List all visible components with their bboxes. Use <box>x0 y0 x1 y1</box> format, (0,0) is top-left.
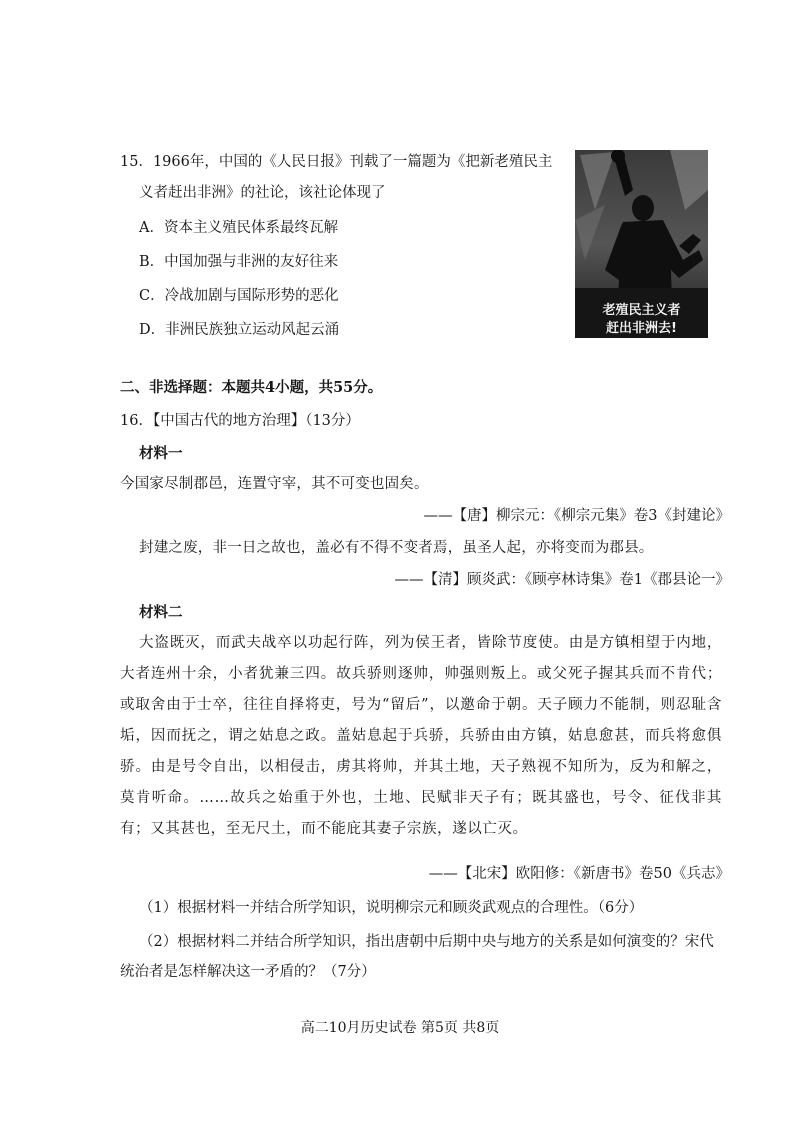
q15-option-a: A．资本主义殖民体系最终瓦解 <box>139 220 338 236</box>
q15-option-d: D．非洲民族独立运动风起云涌 <box>139 322 340 338</box>
q15-stem-line2: 义者赶出非洲》的社论，该社论体现了 <box>139 185 386 201</box>
q15-option-b: B．中国加强与非洲的友好往来 <box>139 254 339 270</box>
q15-stem-line1: 15．1966年，中国的《人民日报》刊载了一篇题为《把新老殖民主 <box>120 154 553 170</box>
material1-source1: ——【唐】柳宗元：《柳宗元集》卷3《封建论》 <box>423 508 730 524</box>
material2-passage: 大盗既灭，而武夫战卒以功起行阵，列为侯王者，皆除节度使。由是方镇相望于内地，大者连州十余，小者犹兼三四。故兵骄则逐帅，帅强则叛上。或父死子握其兵而不肯代；或取舍由于士卒，往往自择将吏，号为“留后”，以邀命于朝。天子顾力不能制，则忍耻含垢，因而抚之，谓之姑息之政。盖姑息起于兵骄，兵骄由由方镇，姑息愈甚，而兵将愈俱骄。由是号令自出，以相侵击，虏其将帅，并其土地，天子熟视不知所为，反为和解之，莫肯听命。……故兵之始重于外也，土地、民赋非天子有；既其盛也，号令、征伐非其有；又其甚也，至无尺土，而不能庇其妻子宗族，遂以亡灭。 <box>120 635 722 837</box>
material1-label: 材料一 <box>139 445 183 462</box>
section-heading: 二、非选择题：本题共4小题，共55分。 <box>120 379 383 396</box>
q16-sub1: （1）根据材料一并结合所学知识，说明柳宗元和顾炎武观点的合理性。（6分） <box>139 900 644 916</box>
material1-quote2: 封建之废，非一日之故也，盖必有不得不变者焉，虽圣人起，亦将变而为郡县。 <box>139 540 654 556</box>
poster-caption-line1: 老殖民主义者 <box>602 303 681 318</box>
q16-sub2-line1: （2）根据材料二并结合所学知识，指出唐朝中后期中央与地方的关系是如何演变的？宋代 <box>139 934 714 950</box>
q15-option-c: C．冷战加剧与国际形势的恶化 <box>139 288 339 304</box>
page-footer: 高二10月历史试卷 第5页 共8页 <box>300 1020 500 1036</box>
q16-sub2-line2: 统治者是怎样解决这一矛盾的？（7分） <box>120 964 376 980</box>
material2-source: ——【北宋】欧阳修：《新唐书》卷50《兵志》 <box>428 866 730 882</box>
propaganda-poster-image <box>575 150 708 338</box>
material1-source2: ——【清】顾炎武：《顾亭林诗集》卷1《郡县论一》 <box>394 572 730 588</box>
poster-caption-line2: 赶出非洲去! <box>606 321 677 336</box>
q16-title: 16．【中国古代的地方治理】（13分） <box>120 413 360 429</box>
material1-quote1: 今国家尽制郡邑，连置守宰，其不可变也固矣。 <box>120 476 429 492</box>
material2-label: 材料二 <box>139 604 183 621</box>
